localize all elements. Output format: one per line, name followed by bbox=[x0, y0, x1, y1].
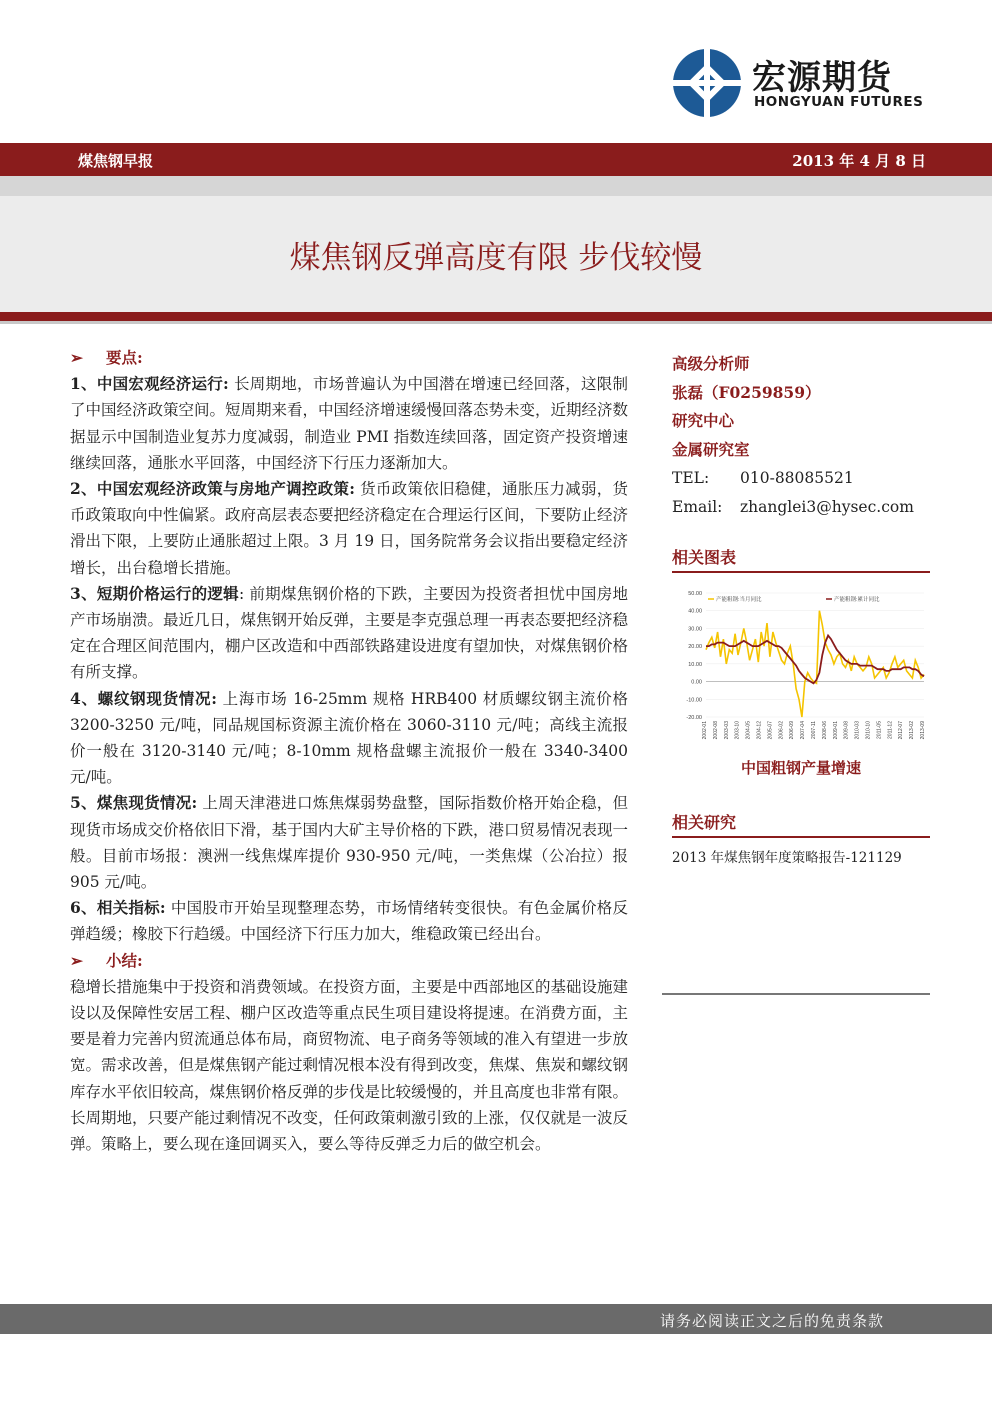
dept-research-center: 研究中心 bbox=[672, 411, 735, 430]
x-tick-label: 2002-08 bbox=[712, 721, 719, 740]
arrow-right-icon: ➢ bbox=[70, 950, 83, 970]
y-tick-label: 20.00 bbox=[688, 644, 702, 651]
x-tick-label: 2008-06 bbox=[821, 721, 828, 740]
related-chart-section bbox=[672, 545, 930, 777]
analyst-info bbox=[672, 350, 930, 521]
legend-label: 产能粗钢:当月同比 bbox=[716, 597, 762, 603]
related-chart-heading: 相关图表 bbox=[672, 545, 930, 573]
x-tick-label: 2002-01 bbox=[702, 721, 708, 740]
legend-label: 产能粗钢:累计同比 bbox=[834, 597, 880, 603]
company-logo bbox=[672, 44, 932, 124]
key-points-heading: ➢ 要点: bbox=[70, 345, 628, 371]
related-research-section bbox=[672, 810, 930, 866]
y-tick-label: -20.00 bbox=[686, 715, 702, 721]
disclaimer-notice: 请务必阅读正文之后的免责条款 bbox=[659, 1312, 884, 1330]
x-tick-label: 2011-12 bbox=[887, 721, 894, 739]
x-tick-label: 2003-03 bbox=[723, 721, 730, 740]
sidebar-divider bbox=[662, 993, 930, 995]
point-3: 3、短期价格运行的逻辑: 前期煤焦钢价格的下跌，主要因为投资者担忧中国房地产市场崩溃。最近几日，煤焦钢开始反弹，主要是李克强总理一再表态要把经济稳定在合理区间范围内，棚户区改造和中西部铁路建设进度有望加快，对煤焦钢价格有所支撑。 bbox=[70, 583, 629, 682]
y-tick-label: 40.00 bbox=[688, 608, 702, 615]
x-tick-label: 2012-07 bbox=[898, 721, 905, 740]
analyst-name: 张磊（F0259859） bbox=[672, 382, 821, 402]
y-tick-label: 10.00 bbox=[688, 661, 702, 668]
point-6: 6、相关指标: 中国股市开始呈现整理态势，市场情绪转变很快。有色金属价格反弹趋缓；橡胶下行趋缓。中国经济下行压力加大，维稳政策已经出台。 bbox=[70, 898, 628, 944]
title-area bbox=[0, 196, 992, 314]
x-tick-label: 2010-03 bbox=[854, 721, 861, 740]
summary-heading: ➢ 小结: bbox=[70, 948, 628, 974]
y-tick-label: 0.00 bbox=[691, 679, 702, 686]
contact-tel: TEL: 010-88085521 bbox=[672, 469, 854, 487]
research-item-link[interactable]: 2013 年煤焦钢年度策略报告-121129 bbox=[672, 850, 902, 866]
x-tick-label: 2003-10 bbox=[734, 721, 741, 740]
title-divider-shadow bbox=[0, 321, 992, 324]
steel-output-chart bbox=[672, 575, 930, 758]
x-tick-label: 2013-09 bbox=[920, 721, 926, 740]
x-tick-label: 2006-02 bbox=[778, 721, 785, 740]
point-4: 4、螺纹钢现货情况: 上海市场 16-25mm 规格 HRB400 材质螺纹钢主流价格 3200-3250 元/吨，同品规国标资源主流价格在 3060-3110 元/吨；高线主流报价一般在 3120-3140 元/吨；8-10mm 规格盘螺主流报价一般在 3340-3400 元/吨。 bbox=[70, 688, 628, 787]
related-research-heading: 相关研究 bbox=[672, 810, 930, 838]
chart-caption: 中国粗钢产量增速 bbox=[740, 759, 861, 777]
x-tick-label: 2013-02 bbox=[909, 721, 916, 740]
summary-text: 稳增长措施集中于投资和消费领域。在投资方面，主要是中西部地区的基础设施建设以及保障性安居工程、棚户区改造等重点民生项目建设将提速。在消费方面，主要是着力完善内贸流通总体布局，商贸物流、电子商务等领域的准入有望进一步放宽。需求改善，但是煤焦钢产能过剩情况根本没有得到改变，焦煤、焦炭和螺纹钢库存水平依旧较高，煤焦钢价格反弹的步伐是比较缓慢的，并且高度也非常有限。长周期地，只要产能过剩情况不改变，任何政策刺激引致的上涨，仅仅就是一波反弹。策略上，要么现在逢回调买入，要么等待反弹乏力后的做空机会。 bbox=[70, 977, 629, 1154]
x-tick-label: 2006-09 bbox=[789, 721, 796, 740]
arrow-right-icon: ➢ bbox=[70, 348, 83, 367]
x-tick-label: 2010-10 bbox=[865, 721, 872, 740]
point-1: 1、中国宏观经济运行: 长周期地，市场普遍认为中国潜在增速已经回落，这限制了中国经济政策空间。短周期来看，中国经济增速缓慢回落态势未变，近期经济数据显示中国制造业复苏力度减弱，制造业 PMI 指数连续回落，固定资产投资增速继续回落，通胀水平回落，中国经济下行压力逐渐加大。 bbox=[70, 374, 629, 472]
x-tick-label: 2004-12 bbox=[756, 721, 763, 740]
series-line bbox=[706, 636, 924, 684]
y-tick-label: -10.00 bbox=[686, 697, 702, 704]
analyst-title: 高级分析师 bbox=[672, 354, 750, 373]
x-tick-label: 2009-08 bbox=[843, 721, 850, 740]
page-title: 煤焦钢反弹高度有限 步伐较慢 bbox=[289, 240, 703, 276]
x-tick-label: 2005-07 bbox=[767, 721, 774, 740]
contact-email: Email: zhanglei3@hysec.com bbox=[672, 493, 930, 522]
point-5: 5、煤焦现货情况: 上周天津港进口炼焦煤弱势盘整，国际指数价格开始企稳，但现货市场成交价格依旧下滑，基于国内大矿主导价格的下跌，港口贸易情况表现一般。目前市场报：澳洲一线焦煤库提价 930-950 元/吨，一类焦煤（公冶拉）报 905 元/吨。 bbox=[70, 793, 629, 892]
title-divider bbox=[0, 312, 992, 321]
x-tick-label: 2007-11 bbox=[811, 721, 817, 739]
header-band bbox=[0, 143, 992, 176]
report-type: 煤焦钢早报 bbox=[78, 152, 154, 170]
logo-english-name: HONGYUAN FUTURES bbox=[754, 94, 924, 110]
main-content bbox=[70, 345, 628, 1157]
x-tick-label: 2004-05 bbox=[745, 721, 752, 740]
header-gray-band bbox=[0, 176, 992, 196]
logo-chinese-name: 宏源期货 bbox=[752, 58, 892, 98]
x-tick-label: 2009-01 bbox=[832, 721, 839, 740]
dept-metal-lab: 金属研究室 bbox=[672, 439, 750, 459]
email-link[interactable]: zhanglei3@hysec.com bbox=[740, 497, 914, 516]
report-date: 2013 年 4 月 8 日 bbox=[792, 152, 926, 170]
y-tick-label: 30.00 bbox=[688, 626, 702, 633]
y-tick-label: 50.00 bbox=[688, 591, 702, 597]
x-tick-label: 2011-05 bbox=[876, 721, 883, 739]
hongyuan-logo-icon bbox=[672, 48, 742, 118]
footer-band bbox=[0, 1304, 992, 1334]
point-2: 2、中国宏观经济政策与房地产调控政策: 货币政策依旧稳健，通胀压力减弱，货币政策取向中性偏紧。政府高层表态要把经济稳定在合理运行区间，下要防止经济滑出下限，上要防止通胀超过上限。3 月 19 日，国务院常务会议指出要稳定经济增长，出台稳增长措施。 bbox=[70, 479, 629, 577]
x-tick-label: 2007-04 bbox=[800, 721, 807, 740]
